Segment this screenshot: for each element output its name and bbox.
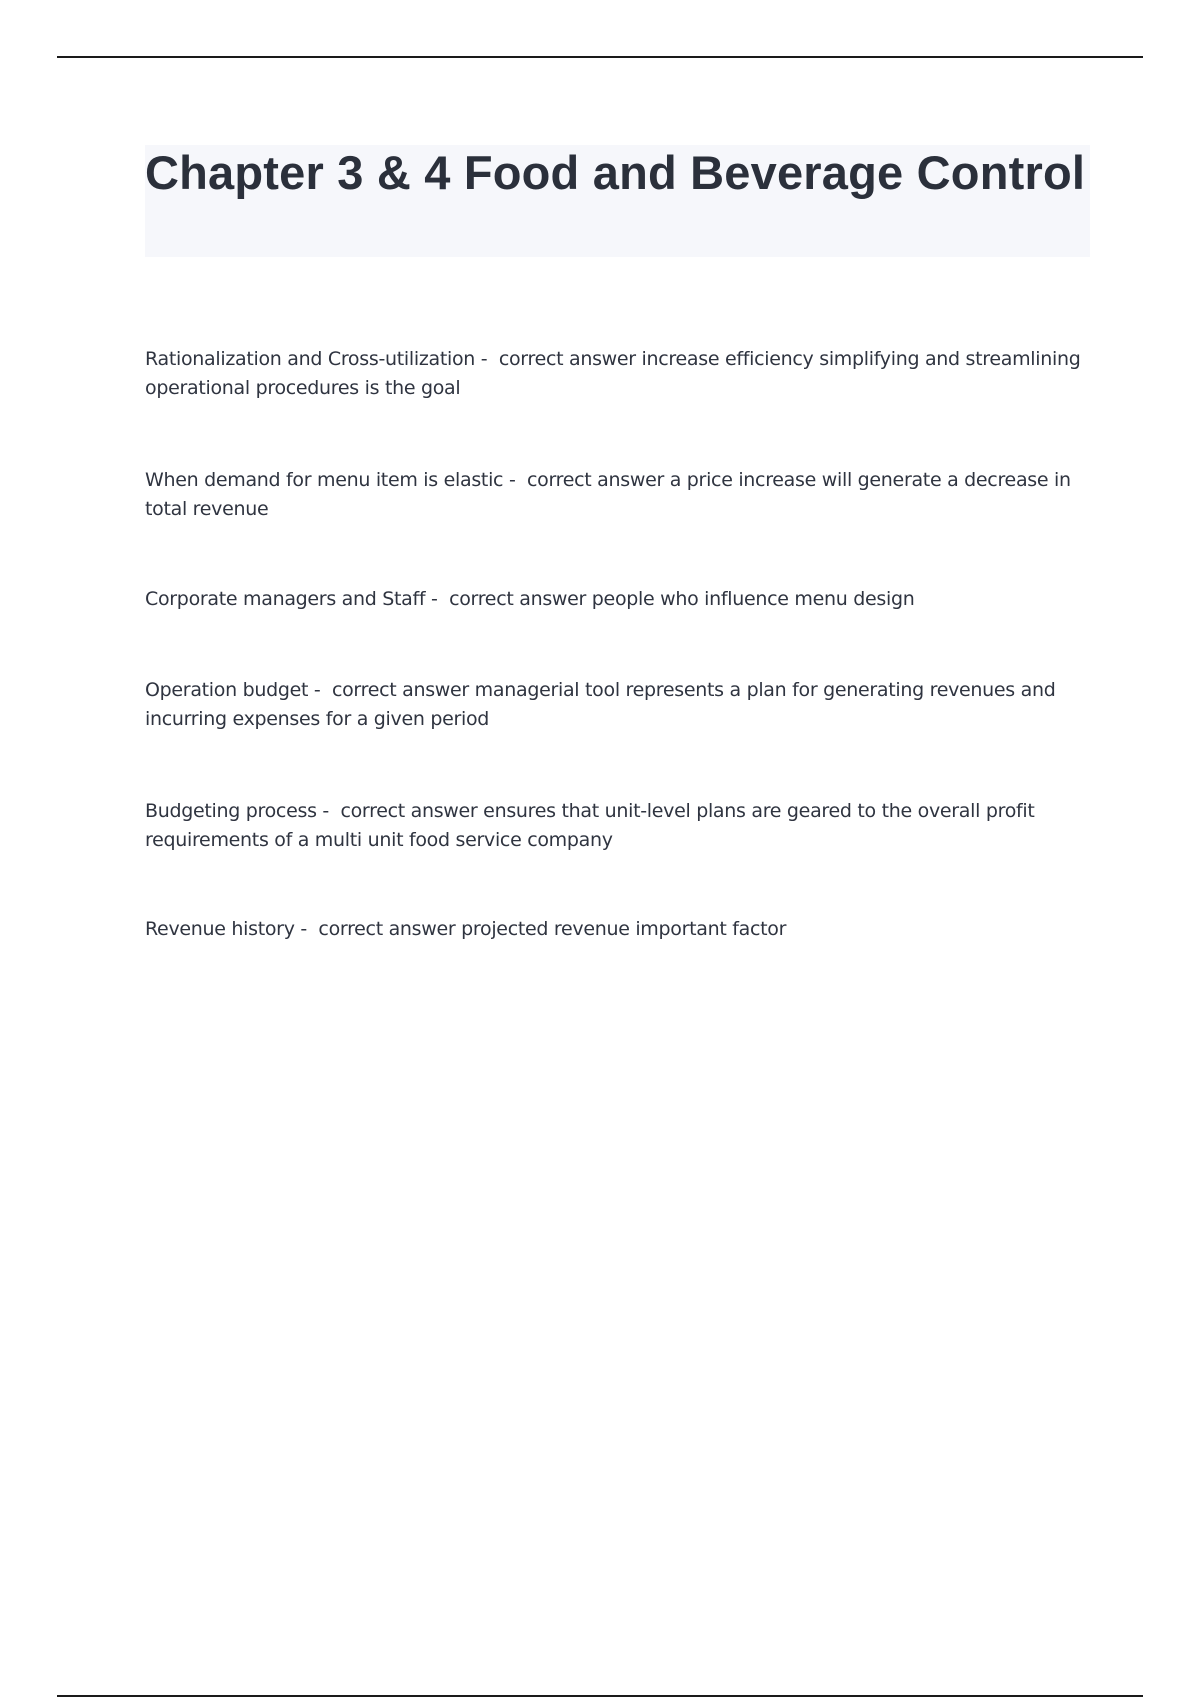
qa-answer: correct answer managerial tool represents a plan for generating revenues and incurring expenses for a given period	[145, 679, 1056, 730]
qa-term: Rationalization and Cross-utilization	[145, 348, 476, 370]
title-banner	[145, 145, 1090, 257]
qa-separator: -	[503, 469, 527, 491]
qa-item	[145, 915, 1090, 944]
page-title: Chapter 3 & 4 Food and Beverage Control	[145, 146, 1086, 199]
qa-term: Operation budget	[145, 679, 309, 701]
qa-term: Revenue history	[145, 918, 295, 940]
qa-item	[145, 797, 1090, 855]
qa-separator: -	[316, 800, 341, 822]
qa-item	[145, 585, 1090, 614]
header-rule	[57, 56, 1143, 58]
qa-term: Corporate managers and Staff	[145, 588, 426, 610]
qa-separator: -	[308, 679, 332, 701]
qa-item	[145, 676, 1090, 734]
qa-term: When demand for menu item is elastic	[145, 469, 504, 491]
footer-rule	[57, 1695, 1143, 1697]
qa-item	[145, 466, 1090, 524]
qa-answer: correct answer people who influence menu design	[449, 588, 915, 610]
qa-answer: correct answer increase efficiency simplifying and streamlining operational procedures is the goal	[145, 348, 1081, 399]
qa-separator: -	[294, 918, 319, 940]
qa-separator: -	[425, 588, 450, 610]
qa-answer: correct answer projected revenue important factor	[318, 918, 787, 940]
qa-separator: -	[475, 348, 499, 370]
qa-answer: correct answer a price increase will generate a decrease in total revenue	[145, 469, 1071, 520]
qa-answer: correct answer ensures that unit-level plans are geared to the overall profit requirements of a multi unit food service company	[145, 800, 1035, 851]
qa-term: Budgeting process	[145, 800, 317, 822]
qa-item	[145, 345, 1090, 403]
